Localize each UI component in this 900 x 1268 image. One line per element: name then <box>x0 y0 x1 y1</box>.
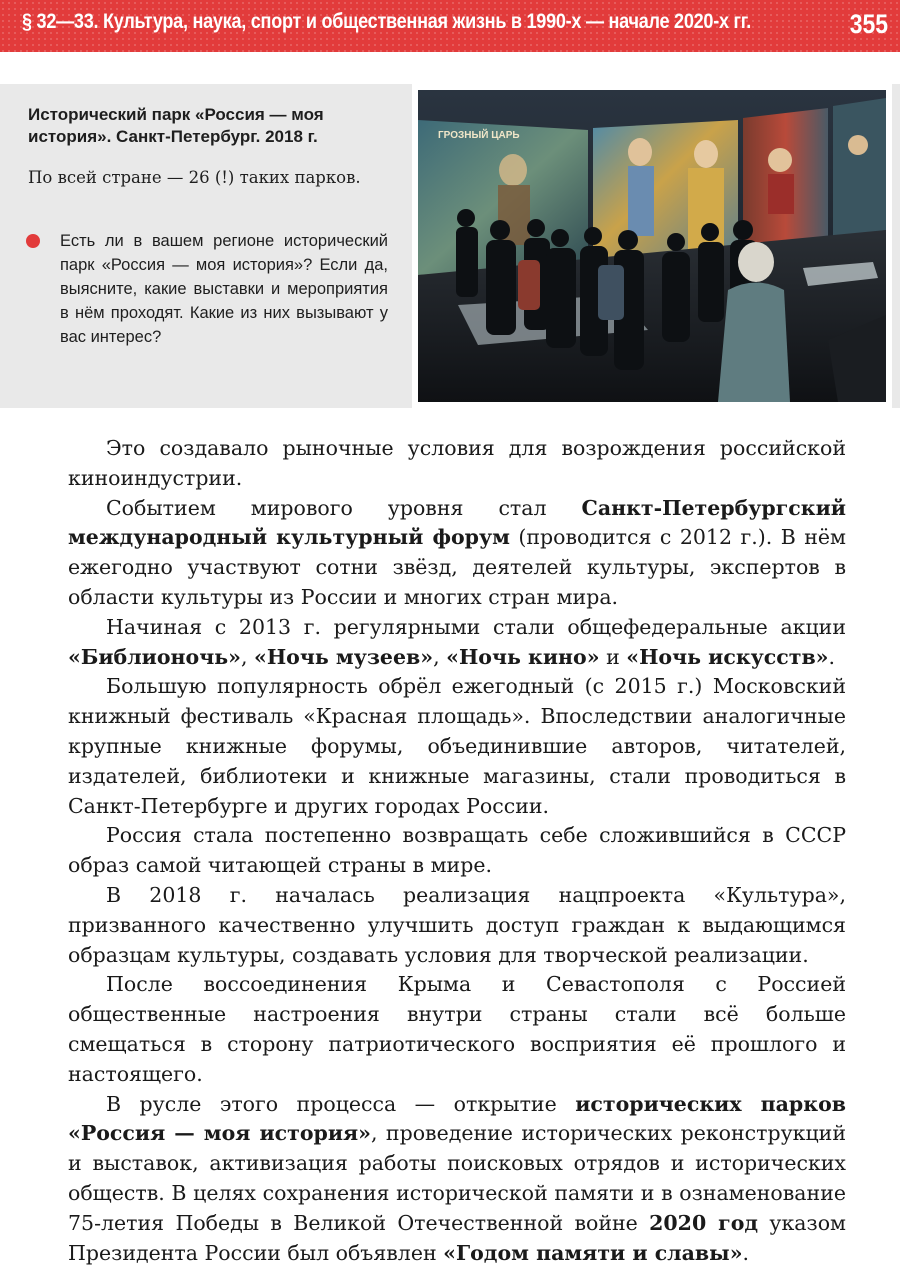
bold-term: «Ночь музеев» <box>254 644 434 669</box>
text-span: указом Президента России был объявлен <box>68 1210 846 1265</box>
museum-photo-illustration <box>418 90 886 402</box>
photo-sign: ГРОЗНЫЙ ЦАРЬ <box>438 130 520 141</box>
paragraph-6: В 2018 г. началась реализация нацпроекта «Культура», призванного качественно улучшить доступ граждан к выдающимся образцам культуры, создавать условия для творческой реализации. <box>68 882 846 967</box>
text-span: . <box>742 1240 750 1265</box>
photo-caption-text: По всей стране — 26 (!) таких парков. <box>28 168 361 187</box>
paragraph-8 <box>68 1090 846 1268</box>
text-span: , проведение исторических реконструкций и выставок, активизация работы поисковых отрядов и исторических обществ. В целях сохранения исторической памяти и в ознаменование 75-летия Победы в Великой Отечественной войне <box>68 1121 846 1235</box>
museum-photo <box>412 84 892 408</box>
paragraph-5: Россия стала постепенно возвращать себе сложившийся в СССР образ самой читающей страны в мире. <box>68 823 846 878</box>
question-bullet-icon <box>26 234 40 248</box>
main-text <box>68 434 846 1268</box>
page-header <box>0 0 900 52</box>
bold-term: «Годом памяти и славы» <box>443 1240 743 1265</box>
bold-term: «Ночь кино» <box>446 644 600 669</box>
bold-term: «Ночь искусств» <box>626 644 829 669</box>
text-span: , <box>433 644 447 669</box>
photo-caption-title: Исторический парк «Россия — моя история». Санкт-Петербург. 2018 г. <box>28 105 324 146</box>
text-span: В русле этого процесса — открытие <box>106 1091 576 1116</box>
paragraph-3 <box>68 613 846 673</box>
paragraph-2 <box>68 494 846 613</box>
question-text: Есть ли в вашем регионе исторический парк «Россия — моя история»? Если да, выясните, какие выставки и мероприятия в нём проходят. Какие из них вызывают у вас интерес? <box>60 232 388 346</box>
bold-term: исторических парков «Россия — моя история» <box>68 1091 846 1146</box>
text-span: Событием мирового уровня стал <box>106 495 582 520</box>
paragraph-1: Это создавало рыночные условия для возрождения российской киноиндустрии. <box>68 436 846 490</box>
text-span: , <box>240 644 254 669</box>
paragraph-7: После воссоединения Крыма и Севастополя с Россией общественные настроения внутри страны стали всё больше смещаться в сторону патриотического восприятия её прошлого и настоящего. <box>68 972 846 1086</box>
text-span: Начиная с 2013 г. регулярными стали общефедеральные акции <box>106 614 846 639</box>
paragraph-4: Большую популярность обрёл ежегодный (с 2015 г.) Московский книжный фестиваль «Красная площадь». Впоследствии аналогичные крупные книжные форумы, объединившие авторов, читателей, издателей, библиотеки и книжные магазины, стали проводиться в Санкт-Петербурге и других городах России. <box>68 674 846 818</box>
text-span: . <box>828 644 836 669</box>
bold-term: 2020 год <box>649 1210 759 1235</box>
page-number: 355 <box>849 9 888 39</box>
text-span: (проводится с 2012 г.). В нём ежегодно участвуют сотни звёзд, деятелей культуры, экспертов в области культуры из России и многих стран мира. <box>68 525 846 609</box>
bold-term: Санкт-Петербургский международный культурный форум <box>68 495 846 550</box>
text-span: и <box>599 644 627 669</box>
chapter-title: § 32—33. Культура, наука, спорт и общественная жизнь в 1990-х — начале 2020-х гг. <box>22 10 751 33</box>
bold-term: «Библионочь» <box>68 644 241 669</box>
